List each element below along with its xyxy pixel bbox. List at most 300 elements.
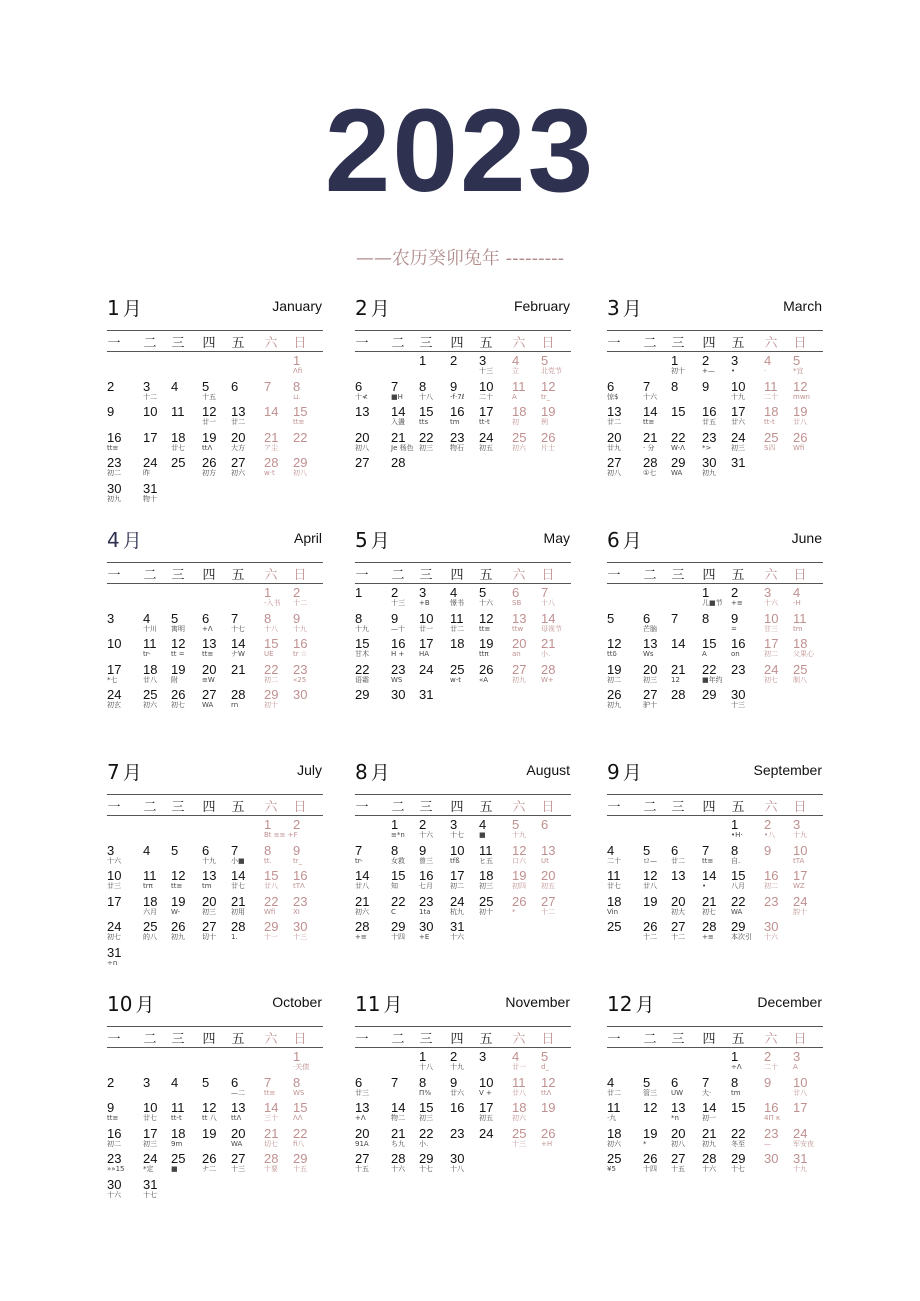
day-cell [355, 663, 387, 689]
day-cell [107, 688, 139, 714]
day-number: 10 [107, 868, 122, 883]
day-number: 20 [671, 893, 686, 909]
day-cell [607, 1076, 639, 1102]
divider-top [107, 330, 323, 331]
day-number: 23 [293, 661, 308, 677]
weekday-header: 四 [702, 800, 716, 815]
lunar-date: ·九 [607, 1114, 617, 1122]
day-cell [607, 431, 639, 457]
lunar-date: ttw [512, 624, 524, 633]
month-march [607, 294, 832, 514]
day-cell [512, 1076, 544, 1102]
weekday-header: 日 [293, 336, 307, 351]
day-number: 5 [171, 610, 179, 626]
day-cell [107, 612, 139, 638]
day-cell [202, 920, 234, 946]
lunar-date: = [731, 624, 737, 633]
day-number: 29 [671, 455, 686, 470]
day-cell [264, 818, 296, 844]
day-number: 14 [264, 404, 279, 419]
day-cell [702, 637, 734, 663]
day-number: 1 [355, 585, 363, 600]
weekday-header: 五 [479, 800, 493, 815]
day-cell [231, 431, 263, 457]
day-number: 24 [793, 1125, 808, 1141]
day-cell [793, 1101, 825, 1127]
day-cell [293, 818, 325, 844]
month-suffix: 月 [635, 994, 655, 1016]
lunar-date: 小■ [231, 856, 245, 865]
lunar-date: 初六 [355, 907, 369, 916]
day-cell [143, 482, 175, 508]
day-number: 14 [671, 636, 686, 651]
day-cell [171, 431, 203, 457]
day-cell [479, 895, 511, 921]
lunar-date: 廿二 [671, 856, 685, 865]
weekday-header: 一 [355, 800, 369, 815]
day-cell [171, 1127, 203, 1153]
weekday-header: 五 [731, 1032, 745, 1047]
lunar-date: 十二 [293, 599, 307, 607]
day-number: 23 [419, 893, 434, 909]
month-english-name: January [272, 298, 322, 314]
day-cell [541, 818, 573, 844]
lunar-date: tt≡ [702, 856, 714, 865]
day-number: 11 [171, 1100, 185, 1115]
lunar-date: mwn [793, 392, 810, 401]
lunar-date: 初九 [607, 701, 621, 709]
day-cell [231, 663, 263, 689]
day-cell [419, 1101, 451, 1127]
lunar-date: 初三 [643, 675, 657, 684]
day-cell [355, 1076, 387, 1102]
day-number: 17 [107, 893, 122, 909]
divider-bottom [607, 815, 823, 816]
lunar-date: 立 [512, 367, 519, 375]
lunar-date: A [793, 1063, 798, 1071]
lunar-date: tm [793, 624, 803, 633]
divider-top [355, 562, 571, 563]
month-january [107, 294, 332, 514]
day-number: 19 [171, 893, 186, 909]
day-number: 21 [355, 893, 370, 909]
weekday-header: 五 [479, 568, 493, 583]
lunar-date: HA [419, 650, 430, 658]
lunar-date: 十九 [793, 1165, 807, 1173]
divider-bottom [107, 583, 323, 584]
day-number: 13 [231, 404, 246, 419]
lunar-date: 切十 [202, 933, 216, 941]
month-number-text: 10 [107, 992, 133, 1016]
day-cell [702, 431, 734, 457]
divider-top [107, 562, 323, 563]
day-number: 10 [479, 1074, 494, 1090]
lunar-date: 初大 [671, 907, 685, 916]
day-number: 20 [202, 661, 217, 677]
day-number: 19 [512, 868, 527, 883]
lunar-date: 12 [671, 675, 680, 684]
lunar-date: 十二 [541, 907, 555, 916]
day-cell [479, 1076, 511, 1102]
lunar-date: 昨 [143, 469, 150, 477]
day-number: 19 [202, 429, 217, 445]
day-cell [607, 637, 639, 663]
day-number: 25 [171, 455, 186, 470]
lunar-date: 初 [512, 418, 519, 426]
day-number: 26 [541, 1125, 556, 1141]
lunar-date: 廿八 [793, 418, 807, 426]
lunar-date: +B [419, 599, 430, 607]
divider-top [607, 1026, 823, 1027]
day-cell [541, 431, 573, 457]
month-november [355, 990, 580, 1210]
day-cell [671, 380, 703, 406]
day-number: 17 [143, 1125, 158, 1141]
day-cell [107, 1127, 139, 1153]
day-cell [764, 380, 796, 406]
day-cell [702, 380, 734, 406]
lunar-date: 大· [702, 1088, 712, 1097]
month-english-name: September [753, 762, 822, 778]
day-number: 17 [107, 661, 122, 677]
lunar-date: 初六 [231, 469, 245, 477]
day-number: 7 [231, 610, 239, 626]
lunar-date: 憬书 [450, 599, 464, 607]
lunar-date: 甘三 [764, 624, 778, 633]
lunar-date: *n [671, 1114, 679, 1122]
day-number: 16 [391, 636, 406, 651]
day-cell [107, 405, 139, 431]
day-cell [731, 1152, 763, 1178]
day-number: 12 [541, 378, 556, 394]
divider-bottom [107, 1047, 323, 1048]
lunar-date: WZ [793, 882, 805, 890]
day-number: 20 [355, 429, 370, 445]
day-number: 11 [479, 842, 493, 858]
weekday-header: 一 [355, 568, 369, 583]
day-cell [355, 1101, 387, 1127]
day-number: 14 [264, 1100, 279, 1115]
lunar-date: Ws [643, 650, 654, 658]
day-number: 26 [479, 661, 494, 677]
lunar-date: 十七 [731, 1165, 745, 1173]
lunar-date: tt≡ [479, 624, 491, 633]
lunar-date: 1ta [419, 907, 431, 916]
day-number: 1 [264, 817, 272, 832]
day-number: 30 [107, 1176, 122, 1192]
day-cell [450, 844, 482, 870]
lunar-date: 七月 [419, 882, 433, 890]
day-cell [764, 354, 796, 380]
day-cell [107, 663, 139, 689]
day-cell [541, 586, 573, 612]
divider-bottom [607, 1047, 823, 1048]
day-number: 30 [391, 687, 406, 702]
lunar-date: 杭九 [450, 907, 464, 916]
lunar-date: 廿八 [793, 1088, 807, 1097]
day-cell [793, 637, 825, 663]
divider-bottom [107, 815, 323, 816]
day-cell [202, 1076, 234, 1102]
month-suffix: 月 [122, 298, 142, 320]
day-cell [231, 688, 263, 714]
lunar-date: ·关债 [293, 1063, 310, 1071]
day-cell [202, 869, 234, 895]
day-cell [355, 586, 387, 612]
lunar-date: 十六 [764, 599, 778, 607]
day-number: 27 [512, 661, 527, 677]
month-july [107, 758, 332, 978]
day-cell [171, 869, 203, 895]
weekday-header: 三 [671, 800, 685, 815]
lunar-date: 十三 [293, 933, 307, 941]
lunar-date: 十八 [541, 599, 555, 607]
day-number: 5 [202, 378, 210, 394]
day-cell [702, 405, 734, 431]
month-number [355, 990, 402, 1017]
day-number: 25 [512, 429, 527, 445]
lunar-date: 十八 [450, 1165, 464, 1173]
day-cell [541, 869, 573, 895]
day-number: 15 [731, 1100, 746, 1115]
lunar-date: 三十 [264, 1114, 278, 1122]
lunar-date: 廿三 [355, 1088, 369, 1097]
lunar-date: 初二 [264, 675, 278, 684]
lunar-date: 芒脑 [643, 624, 657, 633]
lunar-date: 初用 [231, 907, 245, 916]
day-number: 31 [143, 1176, 158, 1192]
day-cell [731, 688, 763, 714]
day-number: 14 [391, 1100, 406, 1115]
day-cell [171, 844, 203, 870]
day-number: 10 [143, 404, 158, 419]
day-number: 20 [512, 636, 527, 651]
lunar-date: 十六 [419, 831, 433, 839]
day-cell [107, 1178, 139, 1204]
month-suffix: 月 [122, 762, 142, 784]
day-number: 16 [293, 636, 308, 651]
lunar-date: 廿七 [231, 882, 245, 890]
lunar-date: 初九 [171, 933, 185, 941]
month-english-name: May [543, 530, 570, 546]
day-number: 24 [450, 893, 465, 909]
day-number: 16 [107, 1125, 122, 1141]
day-cell [764, 844, 796, 870]
lunar-date: 初二 [450, 882, 464, 890]
day-number: 16 [702, 404, 717, 419]
day-cell [419, 895, 451, 921]
day-number: 24 [419, 661, 434, 677]
day-number: 5 [541, 353, 549, 368]
month-april [107, 526, 332, 746]
day-number: 16 [450, 404, 465, 419]
day-number: 3 [764, 585, 772, 600]
lunar-date: 4Π κ [764, 1114, 781, 1122]
weekday-header: 三 [171, 800, 185, 815]
month-suffix: 月 [622, 298, 642, 320]
day-number: 1 [671, 353, 679, 368]
day-cell [512, 354, 544, 380]
month-suffix: 月 [370, 762, 390, 784]
day-number: 2 [764, 817, 772, 832]
weekday-header: 日 [541, 800, 555, 815]
day-cell [702, 1152, 734, 1178]
day-number: 15 [264, 868, 279, 883]
day-number: 19 [643, 893, 658, 909]
month-number-text: 8 [355, 760, 368, 784]
day-number: 1 [264, 585, 272, 600]
day-number: 2 [702, 353, 710, 368]
weekday-header: 五 [479, 1032, 493, 1047]
day-cell [450, 818, 482, 844]
day-cell [171, 920, 203, 946]
day-number: 6 [671, 1074, 679, 1090]
lunar-date: W- [171, 907, 181, 916]
lunar-date: 女救 [391, 856, 405, 865]
day-number: 22 [355, 661, 370, 677]
day-cell [355, 456, 387, 482]
day-cell [419, 663, 451, 689]
day-number: 13 [202, 868, 217, 883]
day-cell [512, 869, 544, 895]
day-number: 17 [419, 636, 434, 651]
lunar-date: Wfi [264, 907, 276, 916]
day-number: 29 [264, 919, 279, 934]
day-number: 11 [764, 378, 778, 394]
lunar-year-subtitle: ——农历癸卯兔年 --------- [355, 248, 565, 269]
weekday-header: 六 [512, 568, 526, 583]
day-number: 4 [764, 353, 772, 368]
day-number: 7 [671, 610, 679, 626]
day-number: 26 [512, 893, 527, 909]
day-cell [479, 637, 511, 663]
day-cell [293, 380, 325, 406]
lunar-date: 廿二 [450, 624, 464, 633]
lunar-date: 廿六 [731, 418, 745, 426]
day-cell [450, 1101, 482, 1127]
lunar-date: 初十 [264, 701, 278, 709]
day-number: 21 [643, 429, 658, 445]
lunar-date: w-t [450, 675, 461, 684]
day-cell [419, 1076, 451, 1102]
month-english-name: February [513, 298, 570, 314]
lunar-date: 初九 [107, 494, 121, 503]
day-cell [731, 380, 763, 406]
weekday-header: 日 [793, 800, 807, 815]
lunar-date: ÷Λ [731, 1063, 742, 1071]
day-cell [512, 431, 544, 457]
divider-top [607, 562, 823, 563]
weekday-header: 三 [419, 336, 433, 351]
day-cell [107, 946, 139, 972]
day-cell [607, 895, 639, 921]
day-number: 24 [479, 429, 494, 445]
lunar-date: ttΛ [541, 1088, 552, 1097]
lunar-date: tt = [171, 650, 185, 658]
day-number: 22 [391, 893, 406, 909]
day-cell [512, 586, 544, 612]
day-cell [702, 869, 734, 895]
day-cell [450, 586, 482, 612]
lunar-date: 二十 [764, 1063, 778, 1071]
day-cell [171, 1101, 203, 1127]
day-cell [764, 431, 796, 457]
weekday-header: 日 [793, 568, 807, 583]
day-cell [607, 844, 639, 870]
day-number: 3 [143, 1074, 151, 1090]
day-cell [264, 405, 296, 431]
lunar-date: ナ二 [202, 1165, 216, 1173]
lunar-date: 管三 [643, 1088, 657, 1097]
month-number-text: 6 [607, 528, 620, 552]
month-number [607, 758, 642, 785]
lunar-date: ①七 [643, 469, 657, 477]
lunar-date: * [512, 907, 516, 916]
lunar-date: 十二 [143, 392, 157, 401]
weekday-header: 四 [702, 568, 716, 583]
lunar-date: 曾三 [419, 856, 433, 865]
day-number: 22 [293, 429, 308, 445]
lunar-date: *> [702, 443, 712, 452]
day-cell [264, 844, 296, 870]
lunar-date: tt-t [479, 418, 490, 426]
lunar-date: 本次引 [731, 933, 752, 941]
day-cell [793, 1127, 825, 1153]
day-number: 29 [391, 919, 406, 934]
weekday-header: 二 [643, 1032, 657, 1047]
day-number: 16 [107, 429, 122, 445]
day-cell [541, 405, 573, 431]
day-number: 26 [171, 687, 186, 702]
weekday-header: 六 [512, 336, 526, 351]
lunar-date: 十四 [391, 933, 405, 941]
day-number: 20 [202, 893, 217, 909]
day-number: 23 [107, 455, 122, 470]
weekday-header: 三 [171, 336, 185, 351]
lunar-date: • [702, 882, 707, 890]
weekday-header: 二 [391, 800, 405, 815]
day-number: 2 [107, 1074, 115, 1090]
day-number: 14 [231, 636, 246, 651]
day-number: 7 [702, 842, 710, 858]
day-number: 15 [731, 868, 746, 883]
lunar-date: 十六 [107, 856, 121, 865]
day-cell [450, 1152, 482, 1178]
day-number: 9 [293, 610, 301, 626]
day-cell [731, 456, 763, 482]
day-cell [671, 869, 703, 895]
day-number: 21 [391, 429, 406, 445]
lunar-date: tr_ [541, 392, 551, 401]
divider-top [107, 1026, 323, 1027]
day-cell [202, 380, 234, 406]
lunar-date: 十六 [391, 1165, 405, 1173]
day-number: 5 [479, 585, 487, 600]
lunar-date: 十≮ [355, 392, 368, 401]
day-cell [479, 844, 511, 870]
day-cell [541, 612, 573, 638]
weekday-header: 五 [479, 336, 493, 351]
day-number: 27 [202, 919, 217, 934]
day-cell [479, 1050, 511, 1076]
lunar-date: •H· [731, 831, 743, 839]
day-number: 23 [293, 893, 308, 909]
day-number: 6 [202, 610, 210, 626]
day-number: 25 [143, 687, 158, 702]
lunar-date: ttΛ [231, 1114, 242, 1122]
lunar-date: 91A [355, 1139, 369, 1148]
day-cell [264, 920, 296, 946]
